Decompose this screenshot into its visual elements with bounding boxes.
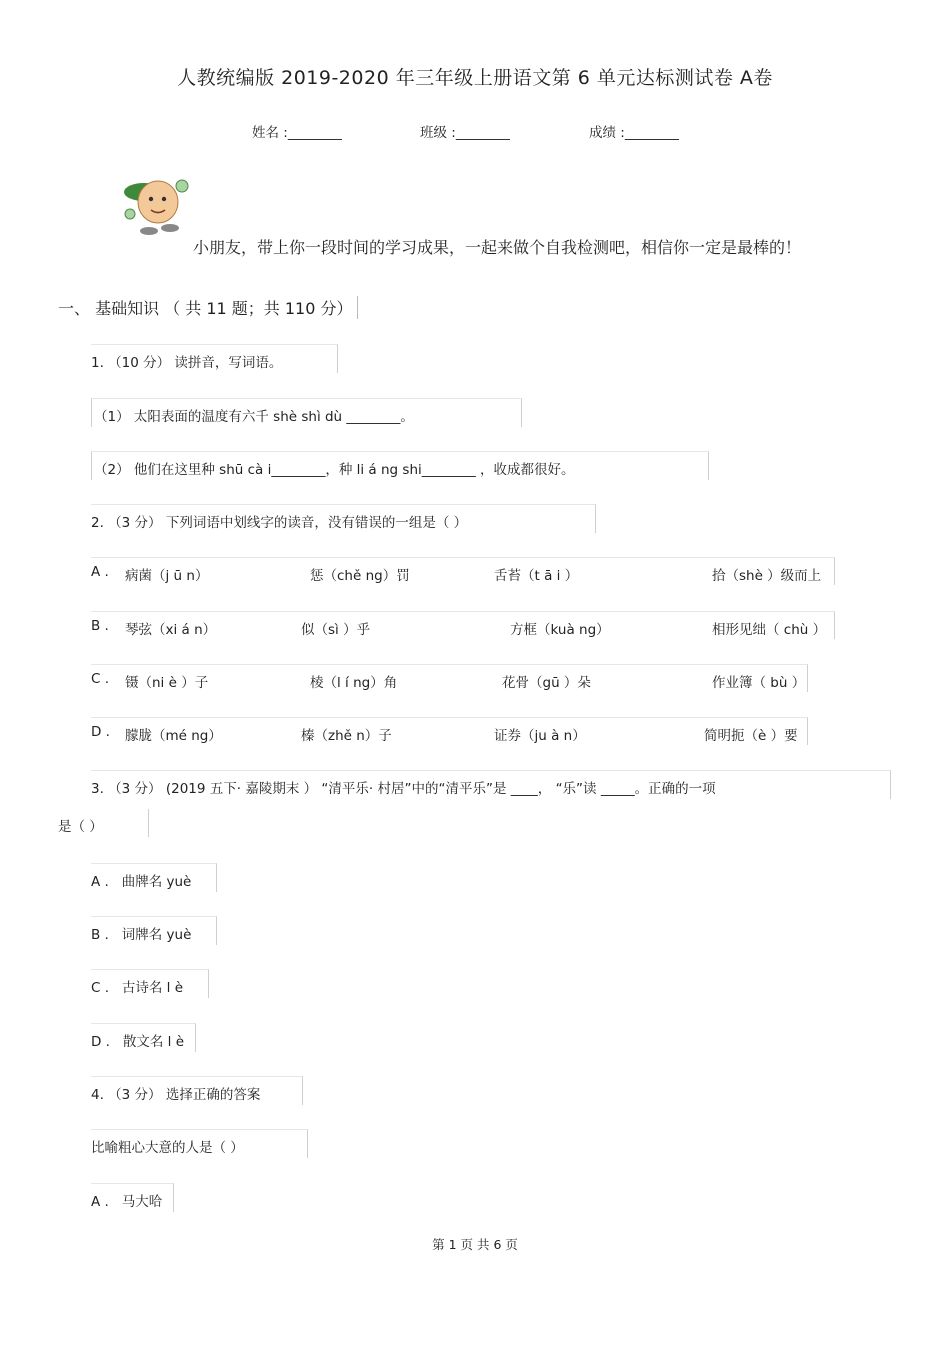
question-3-option-c[interactable] — [91, 969, 209, 998]
mascot-illustration — [118, 166, 198, 238]
question-3-option-b[interactable] — [91, 916, 217, 945]
option-label: A . — [91, 1194, 109, 1210]
option-item: 证券（ju à n） — [494, 728, 586, 744]
option-item: 似（sì ）乎 — [301, 622, 371, 638]
question-4-stem: 4. （3 分） 选择正确的答案 — [91, 1076, 303, 1105]
question-1-sub-1: （1） 太阳表面的温度有六千 shè shì dù ________。 — [91, 398, 522, 427]
option-item: 舌苔（t ā i ） — [494, 568, 579, 584]
option-label: A . — [91, 564, 109, 580]
option-text: 散文名 l è — [122, 1034, 184, 1050]
score-field-label: 成绩 :________ — [589, 125, 679, 141]
page-number: 第 1 页 共 6 页 — [432, 1237, 518, 1252]
option-label: B . — [91, 927, 109, 943]
option-label: D . — [91, 724, 110, 740]
intro-text: 小朋友，带上你一段时间的学习成果，一起来做个自我检测吧，相信你一定是最棒的！ — [193, 238, 802, 257]
question-2-option-c[interactable] — [91, 664, 808, 692]
option-item: 琴弦（xi á n） — [125, 622, 217, 638]
question-2-stem: 2. （3 分） 下列词语中划线字的读音，没有错误的一组是（ ） — [91, 504, 596, 533]
option-item: 相形见绌（ chù ） — [712, 622, 827, 638]
option-label: C . — [91, 980, 110, 996]
option-text: 马大哈 — [121, 1194, 163, 1210]
question-4-option-a[interactable] — [91, 1183, 174, 1212]
option-item: 方框（kuà ng） — [510, 622, 610, 638]
option-label: C . — [91, 671, 110, 687]
question-3-option-a[interactable] — [91, 863, 217, 892]
option-label: A . — [91, 874, 109, 890]
question-2-option-a[interactable] — [91, 557, 835, 585]
question-3-option-d[interactable] — [91, 1023, 196, 1052]
question-3-stem: 3. （3 分） (2019 五下· 嘉陵期末 ） “清平乐· 村居”中的“清平乐”是 ____， “乐”读 _____。正确的一项 — [91, 770, 891, 799]
option-item: 作业簿（ bù ） — [712, 675, 806, 691]
question-4-sub: 比喻粗心大意的人是（ ） — [91, 1129, 308, 1158]
option-item: 病菌（j ū n） — [125, 568, 209, 584]
question-2-option-b[interactable] — [91, 611, 835, 639]
question-1-stem: 1. （10 分） 读拼音，写词语。 — [91, 344, 338, 373]
document-title: 人教统编版 2019-2020 年三年级上册语文第 6 单元达标测试卷 A卷 — [177, 67, 773, 89]
option-item: 镊（ni è ）子 — [125, 675, 209, 691]
option-item: 朦胧（mé ng） — [125, 728, 222, 744]
option-label: B . — [91, 618, 109, 634]
option-item: 拾（shè ）级而上 — [712, 568, 822, 584]
option-item: 简明扼（è ）要 — [704, 728, 798, 744]
question-1-sub-2: （2） 他们在这里种 shū cà i________，种 li á ng shi________ ，收成都很好。 — [91, 451, 709, 480]
question-2-option-d[interactable] — [91, 717, 808, 745]
name-field-label: 姓名 :________ — [252, 125, 342, 141]
option-label: D . — [91, 1034, 110, 1050]
class-field-label: 班级 :________ — [420, 125, 510, 141]
option-item: 花骨（gū ）朵 — [502, 675, 591, 691]
option-item: 棱（l í ng）角 — [310, 675, 398, 691]
option-item: 惩（chě ng）罚 — [310, 568, 410, 584]
question-3-stem-continued: 是（ ） — [58, 809, 149, 837]
option-item: 榛（zhě n）子 — [301, 728, 392, 744]
option-text: 古诗名 l è — [121, 980, 184, 996]
option-text: 曲牌名 yuè — [121, 874, 192, 890]
option-text: 词牌名 yuè — [121, 927, 192, 943]
section-heading: 一、 基础知识 （ 共 11 题；共 110 分） — [58, 296, 358, 319]
